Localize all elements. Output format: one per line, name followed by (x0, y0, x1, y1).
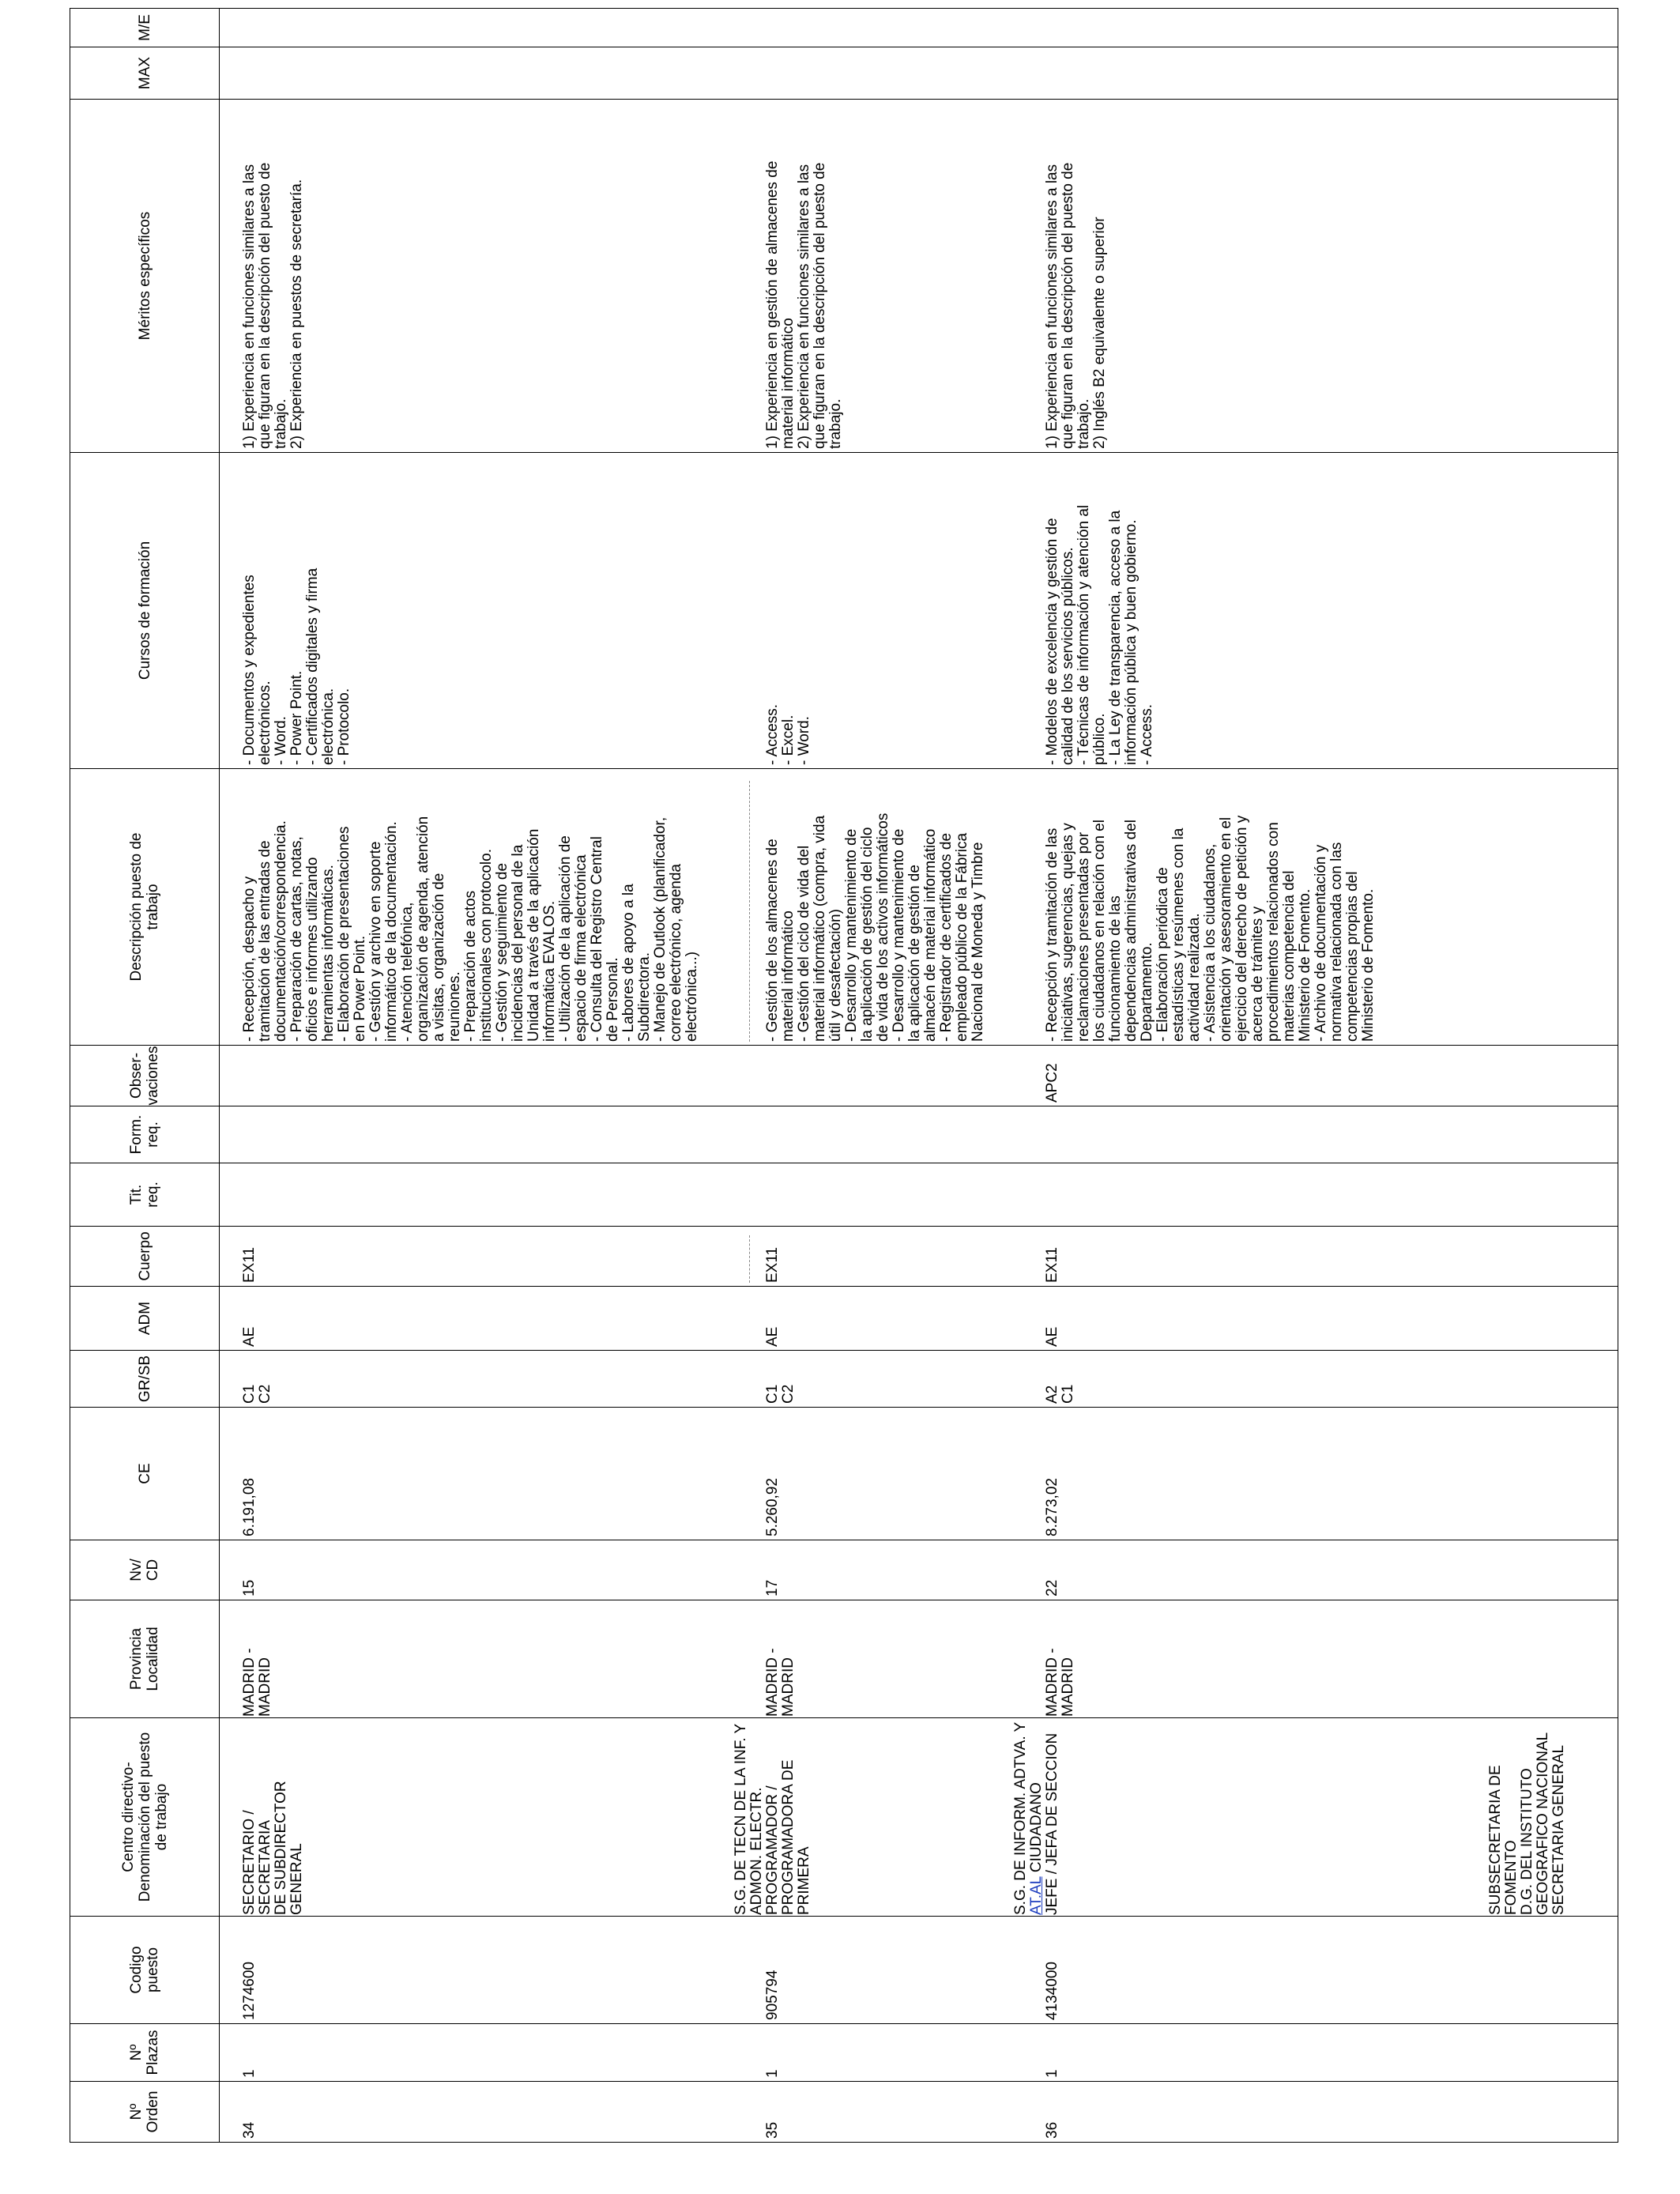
descripcion-34: - Recepción, despacho y tramitación de las entradas de documentación/correspondencia. - Preparación de cartas, notas, oficios e informes utilizando herramientas informáticas. - Elaboración de presentaciones en Power Point. - Gestión y archivo en soporte informático de la documentación. - Atención telefónica, organización de agenda, atención a visitas, organización de reuniones. - Preparación de actos institucionales con protocolo. - Gestión y seguimiento de incidencias del personal de la Unidad a través de la aplicación informática EVALOS. - Utilización de la aplicación de espacio de firma electrónica - Consulta del Registro Central de Personal. - Labores de apoyo a la Subdirectora. - Manejo de Outlook (planificador, correo electrónico, agenda electrónica...) (241, 816, 700, 1042)
header-row (70, 9, 220, 2143)
meritos-36: 1) Experiencia en funciones similares a las que figuran en la descripción del puesto de trabajo. 2) Inglés B2 equivalente o superior (1044, 162, 1108, 449)
cursos-36: - Modelos de excelencia y gestión de calidad de los servicios públicos. - Técnicas de información y atención al público. - La Ley de transparencia, acceso a la información pública y buen gobierno. - Access. (1044, 504, 1155, 765)
header-nivel: Nv/ CD (70, 1540, 220, 1600)
job-positions-table (70, 8, 1618, 2143)
codigo-34: 1274600 (241, 1962, 258, 2020)
subheading-inform-adtva-line2: CIUDADANO (1028, 1782, 1045, 1877)
header-max: MAX (70, 47, 220, 100)
orden-35: 35 (764, 2121, 781, 2139)
codigo-column (220, 1917, 1618, 2024)
max-column (220, 47, 1618, 100)
cuerpo-34: EX11 (241, 1246, 258, 1283)
rotated-sheet (70, 14, 1618, 2143)
row-separator-descripcion (749, 781, 750, 1042)
descripcion-36: - Recepción y tramitación de las iniciativas, sugerencias, quejas y reclamaciones presentadas por los ciudadanos en relación con el funcionamiento de las dependencias administrativas del Departamento. - Elaboración periódica de estadísticas y resúmenes con la actividad realizada. - Asistencia a los ciudadanos, orientación y asesoramiento en el ejercicio del derecho de petición y acerca de trámites y procedimientos relacionados con materias competencia del Ministerio de Fomento. - Archivo de documentación y normativa relacionada con las competencias propias del Ministerio de Fomento. (1044, 815, 1377, 1042)
subheading-tecn-inf: S.G. DE TECN DE LA INF. Y ADMON. ELECTR. (733, 1723, 765, 1915)
ce-36: 8.273,02 (1044, 1478, 1060, 1536)
cuerpo-column (220, 1227, 1618, 1287)
cuerpo-35: EX11 (764, 1246, 781, 1283)
plazas-36: 1 (1044, 2069, 1060, 2078)
header-adm: ADM (70, 1287, 220, 1351)
provincia-column (220, 1600, 1618, 1718)
titulacion-column (220, 1163, 1618, 1227)
centro-34: SECRETARIO / SECRETARIA DE SUBDIRECTOR GENERAL (241, 1781, 305, 1915)
header-me: M/E (70, 9, 220, 47)
nivel-column (220, 1540, 1618, 1600)
header-descripcion: Descripción puesto de trabajo (70, 769, 220, 1046)
orden-column (220, 2082, 1618, 2143)
observaciones-column (220, 1046, 1618, 1106)
row-separator-cuerpo (749, 1235, 750, 1283)
grupo-36: A2 C1 (1044, 1384, 1076, 1404)
meritos-35: 1) Experiencia en gestión de almacenes de material informático 2) Experiencia en funciones similares a las que figuran en la descripción del puesto de trabajo. (764, 160, 844, 449)
nivel-34: 15 (241, 1579, 258, 1596)
codigo-35: 905794 (764, 1970, 781, 2020)
ce-column (220, 1408, 1618, 1540)
me-column (220, 9, 1618, 47)
table-body-row (220, 9, 1618, 2143)
formacion-column (220, 1106, 1618, 1163)
header-cursos: Cursos de formación (70, 453, 220, 769)
plazas-35: 1 (764, 2069, 781, 2078)
meritos-column (220, 100, 1618, 453)
header-meritos: Méritos específicos (70, 100, 220, 453)
header-grupo: GR/SB (70, 1351, 220, 1408)
header-orden: Nº Orden (70, 2082, 220, 2143)
nivel-35: 17 (764, 1579, 781, 1596)
descripcion-35: - Gestión de los almacenes de material informático - Gestión del ciclo de vida del material informático (compra, vida útil y desafectación) - Desarrollo y mantenimiento de la aplicación de gestión del ciclo de vida de los activos informáticos - Desarrollo y mantenimiento de la aplicación de gestión de almacén de material informático - Registrador de certificados de empleado público de la Fábrica Nacional de Moneda y Timbre (764, 812, 986, 1042)
ce-35: 5.260,92 (764, 1478, 781, 1536)
header-provincia: Provincia Localidad (70, 1600, 220, 1718)
grupo-34: C1 C2 (241, 1384, 273, 1404)
header-cuerpo: Cuerpo (70, 1227, 220, 1287)
provincia-36: MADRID - MADRID (1044, 1648, 1076, 1717)
header-centro: Centro directivo- Denominación del puesto de trabajo (70, 1718, 220, 1917)
subheading-inform-adtva-line1: S.G. DE INFORM. ADTVA. Y (1012, 1721, 1029, 1915)
plazas-column (220, 2024, 1618, 2082)
codigo-36: 4134000 (1044, 1962, 1060, 2020)
orden-36: 36 (1044, 2121, 1060, 2139)
adm-34: AE (241, 1326, 258, 1347)
adm-35: AE (764, 1326, 781, 1347)
centro-36: JEFE / JEFA DE SECCION (1044, 1732, 1060, 1915)
header-formacion: Form. req. (70, 1106, 220, 1163)
orden-34: 34 (241, 2121, 258, 2139)
at-al-link[interactable]: AT.AL (1028, 1876, 1045, 1915)
grupo-column (220, 1351, 1618, 1408)
centro-35: PROGRAMADOR / PROGRAMADORA DE PRIMERA (764, 1759, 812, 1915)
nivel-36: 22 (1044, 1579, 1060, 1596)
adm-column (220, 1287, 1618, 1351)
header-codigo: Codigo puesto (70, 1917, 220, 2024)
header-ce: CE (70, 1408, 220, 1540)
subheading-subsecretaria: SUBSECRETARIA DE FOMENTO D.G. DEL INSTITUTO GEOGRAFICO NACIONAL SECRETARIA GENERAL (1487, 1732, 1567, 1915)
subheading-inform-adtva (1013, 1720, 1045, 1915)
grupo-35: C1 C2 (764, 1384, 797, 1404)
cursos-column (220, 453, 1618, 769)
cursos-35: - Access. - Excel. - Word. (764, 703, 812, 765)
header-plazas: Nº Plazas (70, 2024, 220, 2082)
cuerpo-36: EX11 (1044, 1246, 1060, 1283)
header-titulacion: Tit. req. (70, 1163, 220, 1227)
header-observaciones: Obser- vaciones (70, 1046, 220, 1106)
provincia-34: MADRID - MADRID (241, 1648, 273, 1717)
observaciones-36: APC2 (1044, 1063, 1060, 1103)
adm-36: AE (1044, 1326, 1060, 1347)
provincia-35: MADRID - MADRID (764, 1648, 797, 1717)
meritos-34: 1) Experiencia en funciones similares a las que figuran en la descripción del puesto de trabajo. 2) Experiencia en puestos de secretaría. (241, 162, 305, 449)
ce-34: 6.191,08 (241, 1478, 258, 1536)
descripcion-column (220, 769, 1618, 1046)
cursos-34: - Documentos y expedientes electrónicos. - Word. - Power Point. - Certificados digitales y firma electrónica. - Protocolo. (241, 567, 352, 765)
plazas-34: 1 (241, 2069, 258, 2078)
centro-column (220, 1718, 1618, 1917)
